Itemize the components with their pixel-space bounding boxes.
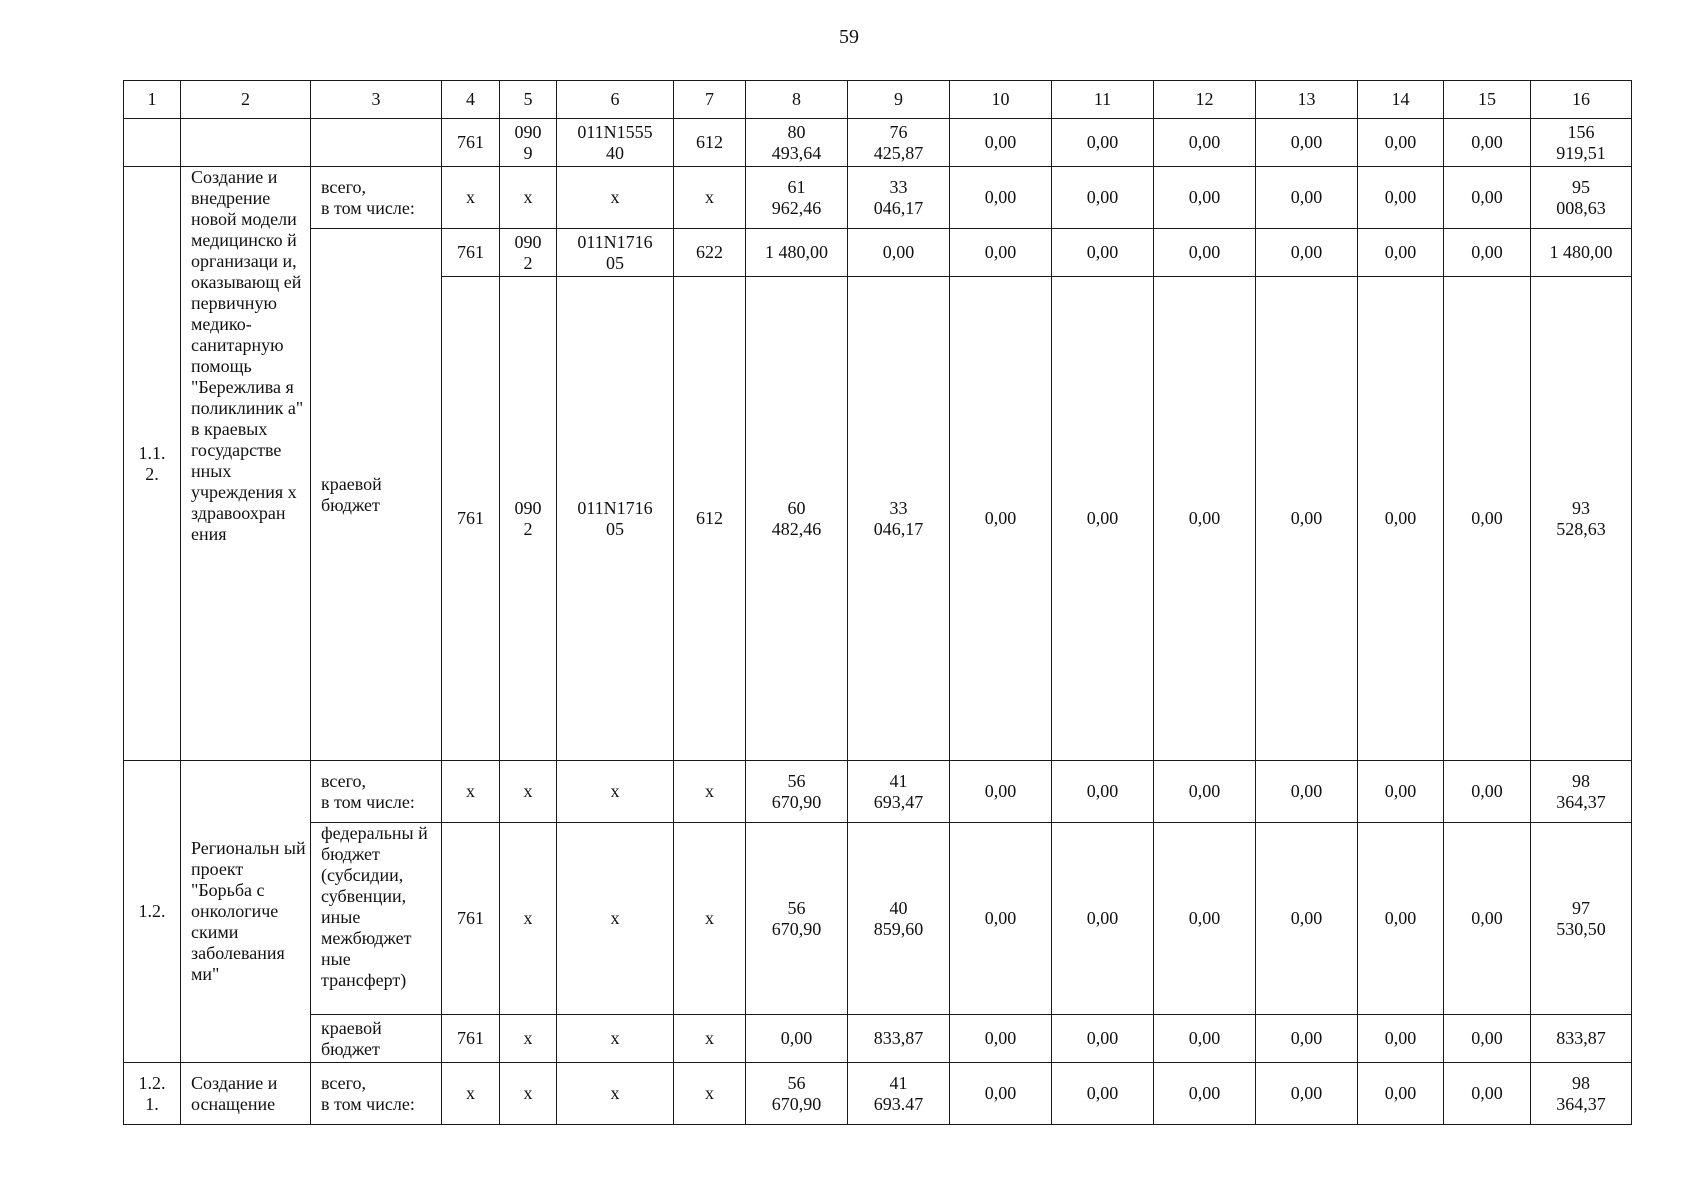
page-number: 59 [839,26,859,48]
cell: 0,00 [1358,1015,1444,1063]
cell: 0,00 [1358,277,1444,761]
cell: 41 693.47 [848,1063,950,1125]
cell: 0,00 [1358,167,1444,229]
cell: x [442,167,500,229]
col-header: 3 [311,81,442,119]
cell: x [500,1063,557,1125]
cell: 0,00 [950,167,1052,229]
cell: 090 9 [500,119,557,167]
cell: 0,00 [1052,1063,1154,1125]
cell: 0,00 [1154,1015,1256,1063]
item-name: Региональн ый проект "Борьба с онкологиче скими заболевания ми" [181,761,311,1063]
cell: 0,00 [1256,167,1358,229]
source-label: всего, в том числе: [311,167,442,229]
cell: x [500,761,557,823]
cell: 0,00 [1444,823,1531,1015]
cell: x [557,761,674,823]
cell: 0,00 [950,761,1052,823]
cell: 0,00 [1256,1015,1358,1063]
cell: 80 493,64 [746,119,848,167]
cell: 0,00 [1256,229,1358,277]
source-label: всего, в том числе: [311,1063,442,1125]
cell: 0,00 [1052,119,1154,167]
cell: 41 693,47 [848,761,950,823]
cell: 0,00 [1052,277,1154,761]
source-label: краевой бюджет [311,229,442,761]
cell: 56 670,90 [746,823,848,1015]
col-header: 11 [1052,81,1154,119]
source-label: краевой бюджет [311,1015,442,1063]
cell: 76 425,87 [848,119,950,167]
cell: 0,00 [1444,1063,1531,1125]
cell: 56 670,90 [746,761,848,823]
col-header: 5 [500,81,557,119]
table-row [124,1063,1632,1125]
cell: 0,00 [1444,229,1531,277]
cell: x [557,823,674,1015]
header-row [124,81,1632,119]
cell: x [500,1015,557,1063]
cell: 622 [674,229,746,277]
cell: 33 046,17 [848,167,950,229]
cell: 0,00 [1358,229,1444,277]
col-header: 10 [950,81,1052,119]
col-header: 16 [1531,81,1632,119]
col-header: 14 [1358,81,1444,119]
col-header: 13 [1256,81,1358,119]
cell: 98 364,37 [1531,761,1632,823]
cell: 761 [442,119,500,167]
cell: 011N1716 05 [557,229,674,277]
cell: 0,00 [950,229,1052,277]
cell: 0,00 [1154,823,1256,1015]
cell: 156 919,51 [1531,119,1632,167]
cell: 0,00 [848,229,950,277]
row-number: 1.2. [124,761,181,1063]
cell: 0,00 [950,277,1052,761]
cell: 0,00 [1154,277,1256,761]
cell-empty [181,119,311,167]
row-number: 1.1. 2. [124,167,181,761]
col-header: 1 [124,81,181,119]
cell: 011N1555 40 [557,119,674,167]
item-name: Создание и внедрение новой модели медицинско й организаци и, оказывающ ей первичную медико-санитарную помощь "Бережлива я поликлиник а" в краевых государстве нных учреждения х здравоохран ения [181,167,311,761]
source-label: федеральны й бюджет (субсидии, субвенции, иные межбюджет ные трансферт) [311,823,442,1015]
cell: 0,00 [1154,1063,1256,1125]
col-header: 15 [1444,81,1531,119]
cell: 0,00 [1052,761,1154,823]
cell: x [674,1015,746,1063]
cell: 0,00 [1358,823,1444,1015]
table-row [124,167,1632,229]
cell: 0,00 [1154,761,1256,823]
item-name: Создание и оснащение [181,1063,311,1125]
cell: 1 480,00 [1531,229,1632,277]
table-row [124,119,1632,167]
cell: 95 008,63 [1531,167,1632,229]
col-header: 12 [1154,81,1256,119]
cell: 0,00 [1052,1015,1154,1063]
cell: 61 962,46 [746,167,848,229]
cell: 98 364,37 [1531,1063,1632,1125]
cell: 0,00 [1358,119,1444,167]
cell: x [557,1015,674,1063]
cell: x [674,167,746,229]
cell: x [674,823,746,1015]
cell: x [500,823,557,1015]
col-header: 8 [746,81,848,119]
cell: 0,00 [1154,167,1256,229]
cell: 0,00 [1444,761,1531,823]
cell: 0,00 [1256,1063,1358,1125]
table-row [124,229,1632,277]
cell: 0,00 [1052,229,1154,277]
cell: 090 2 [500,229,557,277]
cell: 0,00 [1358,761,1444,823]
cell: 833,87 [1531,1015,1632,1063]
cell: 761 [442,823,500,1015]
cell: 0,00 [746,1015,848,1063]
cell: 011N1716 05 [557,277,674,761]
cell: 0,00 [1052,167,1154,229]
cell: 0,00 [1444,167,1531,229]
col-header: 9 [848,81,950,119]
cell: 090 2 [500,277,557,761]
col-header: 2 [181,81,311,119]
source-label: всего, в том числе: [311,761,442,823]
cell: 0,00 [1256,823,1358,1015]
cell: x [557,167,674,229]
col-header: 6 [557,81,674,119]
table-row [124,823,1632,1015]
cell: 0,00 [950,1063,1052,1125]
cell: x [442,761,500,823]
cell: x [500,167,557,229]
cell: 0,00 [950,119,1052,167]
cell: 761 [442,1015,500,1063]
cell: x [674,1063,746,1125]
cell: 0,00 [1444,1015,1531,1063]
budget-table [123,80,1632,1125]
cell: 0,00 [1256,119,1358,167]
cell-empty [124,119,181,167]
cell: x [442,1063,500,1125]
cell: 761 [442,277,500,761]
cell-empty [311,119,442,167]
table-row [124,1015,1632,1063]
cell: 40 859,60 [848,823,950,1015]
cell: 0,00 [1256,761,1358,823]
cell: 0,00 [1154,119,1256,167]
cell: 833,87 [848,1015,950,1063]
cell: 0,00 [950,823,1052,1015]
cell: 761 [442,229,500,277]
cell: 0,00 [1444,119,1531,167]
cell: 93 528,63 [1531,277,1632,761]
cell: x [674,761,746,823]
cell: x [557,1063,674,1125]
cell: 612 [674,277,746,761]
cell: 1 480,00 [746,229,848,277]
col-header: 7 [674,81,746,119]
cell: 97 530,50 [1531,823,1632,1015]
cell: 0,00 [1052,823,1154,1015]
cell: 0,00 [950,1015,1052,1063]
row-number: 1.2. 1. [124,1063,181,1125]
cell: 0,00 [1256,277,1358,761]
col-header: 4 [442,81,500,119]
cell: 0,00 [1358,1063,1444,1125]
cell: 0,00 [1154,229,1256,277]
cell: 56 670,90 [746,1063,848,1125]
cell: 612 [674,119,746,167]
cell: 0,00 [1444,277,1531,761]
cell: 60 482,46 [746,277,848,761]
cell: 33 046,17 [848,277,950,761]
table-row [124,761,1632,823]
